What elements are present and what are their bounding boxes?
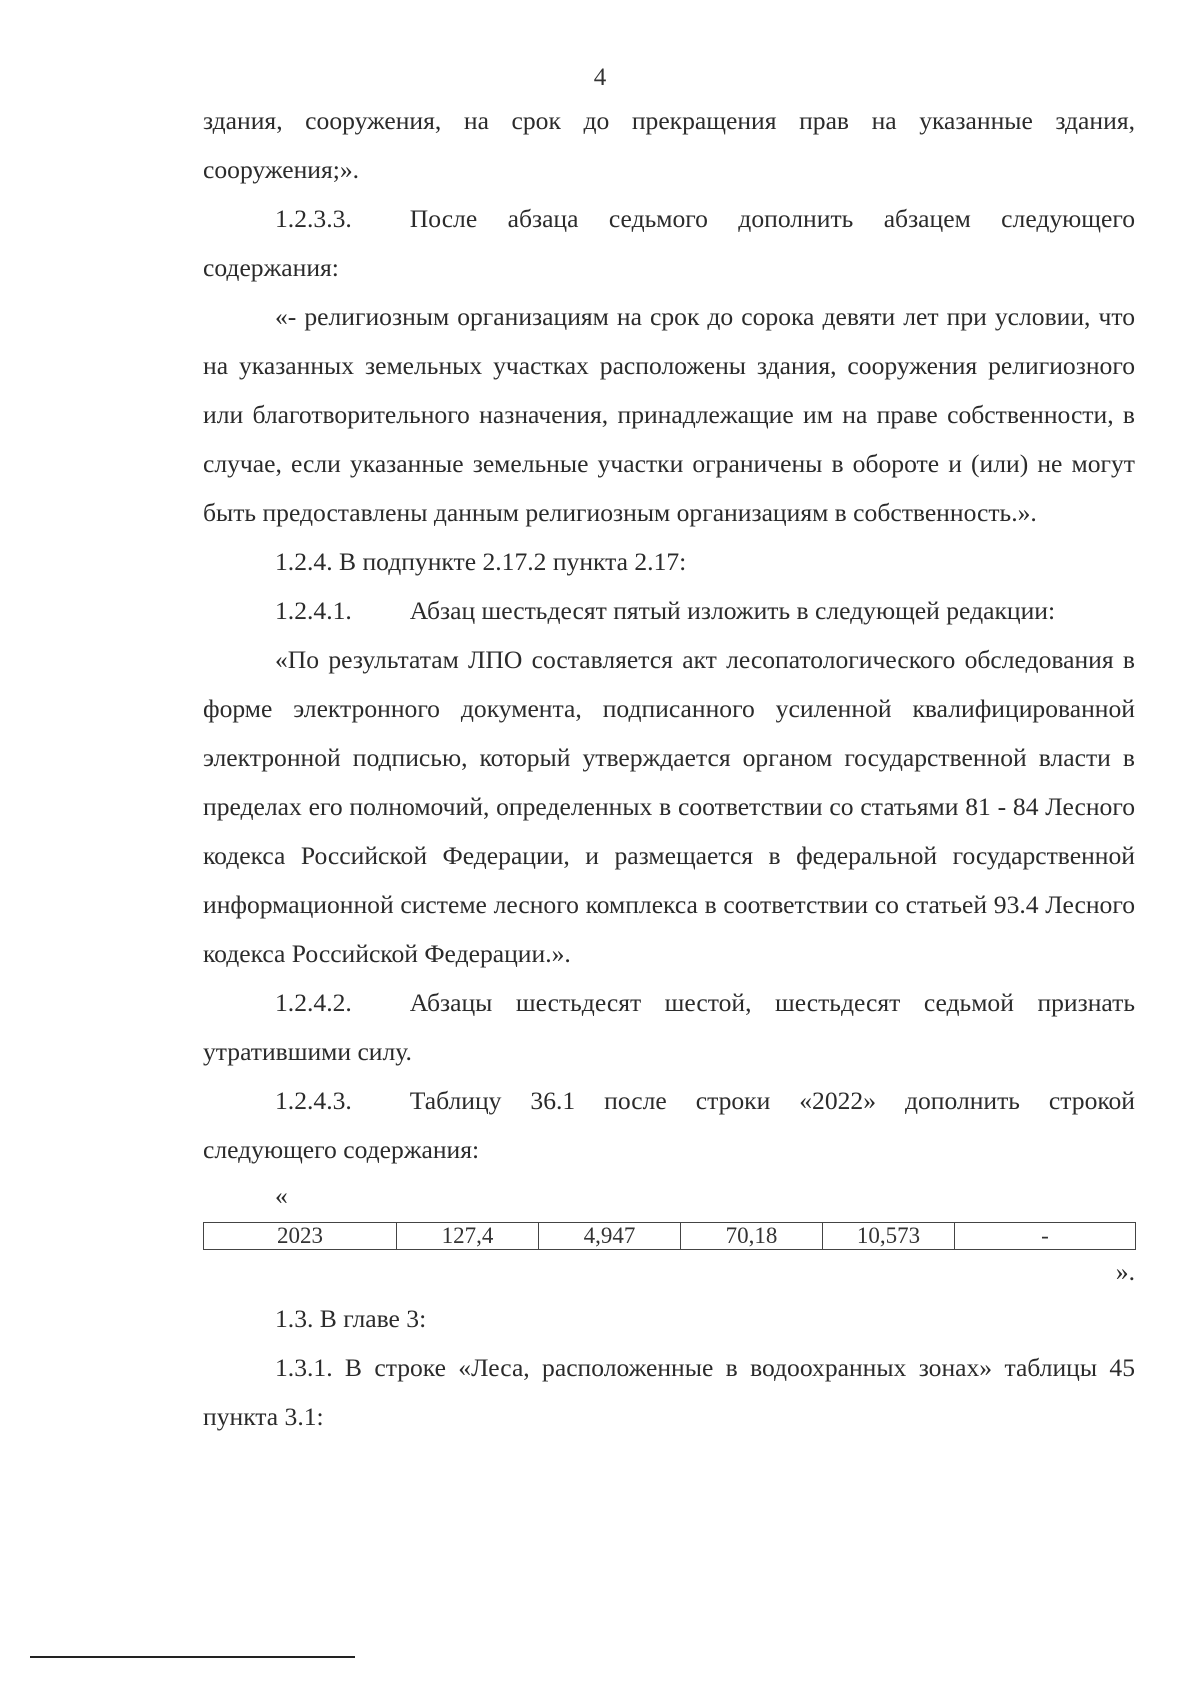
clause-text: Таблицу 36.1 после строки «2022» дополнить строкой следующего содержания: — [203, 1086, 1135, 1164]
page-number: 4 — [593, 64, 607, 91]
paragraph-1-2-4: 1.2.4. В подпункте 2.17.2 пункта 2.17: — [275, 547, 687, 576]
table-36-1-row — [203, 1222, 1136, 1250]
paragraph-continuation: здания, сооружения, на срок до прекращения прав на указанные здания, сооружения;». — [203, 106, 1135, 184]
paragraph-religious-organizations: «- религиозным организациям на срок до сорока девяти лет при условии, что на указанных земельных участках расположены здания, сооружения религиозного или благотворительного назначения, принадлежащие им на праве собственности, в случае, если указанные земельные участки ограничены в обороте и (или) не могут быть предоставлены данным религиозным организациям в собственность.». — [203, 302, 1135, 527]
paragraph-1-3: 1.3. В главе 3: — [275, 1304, 427, 1333]
paragraph-1-2-4-3 — [203, 1076, 1135, 1174]
table-cell: - — [955, 1223, 1136, 1250]
clause-number: 1.2.3.3. — [275, 204, 352, 233]
table-open-quote: « — [275, 1181, 288, 1210]
clause-text: После абзаца седьмого дополнить абзацем следующего содержания: — [203, 204, 1135, 282]
paragraph-1-2-4-2 — [203, 978, 1135, 1076]
table-cell: 70,18 — [681, 1223, 823, 1250]
table-close-quote: ». — [1115, 1257, 1135, 1286]
paragraph-1-3-1: 1.3.1. В строке «Леса, расположенные в водоохранных зонах» таблицы 45 пункта 3.1: — [203, 1353, 1135, 1431]
paragraph-1-2-4-1 — [203, 586, 1135, 635]
table-cell-year: 2023 — [204, 1223, 397, 1250]
table-row — [204, 1223, 1136, 1250]
table-cell: 127,4 — [397, 1223, 539, 1250]
clause-number: 1.2.4.1. — [275, 596, 352, 625]
footer-rule — [30, 1656, 355, 1658]
paragraph-lpo-act: «По результатам ЛПО составляется акт лесопатологического обследования в форме электронного документа, подписанного усиленной квалифицированной электронной подписью, который утверждается органом государственной власти в пределах его полномочий, определенных в соответствии со статьями 81 - 84 Лесного кодекса Российской Федерации, и размещается в федеральной государственной информационной системе лесного комплекса в соответствии со статьей 93.4 Лесного кодекса Российской Федерации.». — [203, 645, 1135, 968]
document-body — [203, 96, 1135, 1441]
clause-text: Абзацы шестьдесят шестой, шестьдесят седьмой признать утратившими силу. — [203, 988, 1135, 1066]
clause-number: 1.2.4.2. — [275, 988, 352, 1017]
table-cell: 10,573 — [823, 1223, 955, 1250]
table-cell: 4,947 — [539, 1223, 681, 1250]
clause-number: 1.2.4.3. — [275, 1086, 352, 1115]
clause-text: Абзац шестьдесят пятый изложить в следующей редакции: — [409, 596, 1056, 625]
paragraph-1-2-3-3 — [203, 194, 1135, 292]
